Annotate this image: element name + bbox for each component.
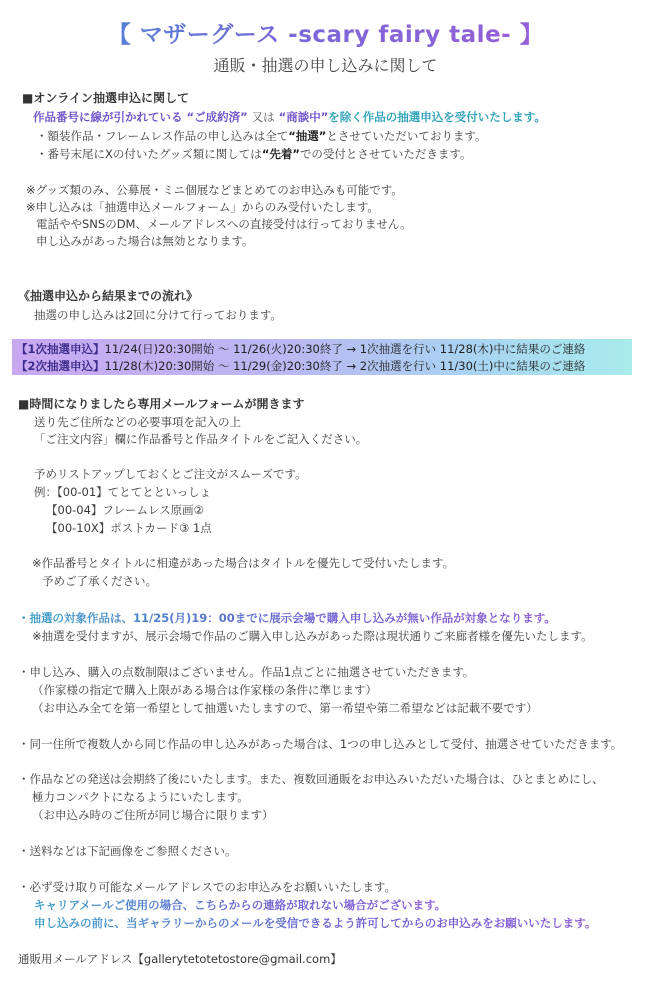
flow-intro: 抽選の申し込みは2回に分けて行っております。 — [34, 308, 282, 322]
form-heading: ■時間になりましたら専用メールフォームが開きます — [18, 397, 305, 411]
rule-same-address: ・同一住所で複数人から同じ作品の申し込みがあった場合は、1つの申し込みとして受付、抽選させていただきます。 — [18, 737, 623, 751]
bullet2-key: “先着” — [261, 147, 300, 161]
rule-limit-note-2: （お申込み全てを第一希望として抽選いたしますので、第一希望や第二希望などは記載不要です） — [32, 701, 538, 715]
page-subtitle: 通販・抽選の申し込みに関して — [213, 56, 438, 75]
notice-nego: “商談中” — [278, 110, 329, 124]
notice-sold: “ご成約済” — [186, 110, 248, 124]
rule-shipping-fee: ・送料などは下記画像をご参照ください。 — [18, 844, 237, 858]
form-line-1: 送り先ご住所などの必要事項を記入の上 — [34, 415, 241, 429]
round1-text: 11/24(日)20:30開始 ～ 11/26(火)20:30終了 → 1次抽選を行い 11/28(木)中に結果のご連絡 — [104, 342, 586, 356]
bullet2-suffix: での受付とさせていただきます。 — [299, 147, 472, 161]
notice-mid: 又は — [251, 110, 275, 124]
round2-tag: 【2次抽選申込】 — [16, 359, 105, 373]
form-example-2: 【00-04】フレームレス原画② — [46, 503, 204, 517]
rule-mail-3: 申し込みの前に、当ギャラリーからのメールを受信できるよう許可してからのお申込みをお願いいたします。 — [34, 916, 597, 930]
schedule-round-1 — [16, 342, 628, 356]
rule-mail-1: ・必ず受け取り可能なメールアドレスでのお申込みをお願いいたします。 — [18, 880, 397, 894]
form-line-3: 予めリストアップしておくとご注文がスムーズです。 — [34, 467, 307, 481]
store-email: 通販用メールアドレス【gallerytetotetostore@gmail.com】 — [18, 952, 342, 966]
notice-prefix: 作品番号に線が引かれている — [33, 110, 183, 124]
round2-text: 11/28(木)20:30開始 ～ 11/29(金)20:30終了 → 2次抽選を行い 11/30(土)中に結果のご連絡 — [104, 359, 586, 373]
form-note-1: ※作品番号とタイトルに相違があった場合はタイトルを優先して受付いたします。 — [32, 556, 455, 570]
rule-shipping-2: 極力コンパクトになるようにいたします。 — [32, 790, 249, 804]
bullet1-key: “抽選” — [288, 129, 327, 143]
online-bullet-1 — [36, 129, 486, 143]
form-example-1: 例：【00-01】てとてとといっしょ — [34, 485, 212, 499]
online-note-3: 電話ややSNSのDM、メールアドレスへの直接受付は行っておりません。 — [36, 217, 412, 231]
bullet2-prefix: ・番号末尾にXの付いたグッズ類に関しては — [36, 147, 262, 161]
online-bullet-2 — [36, 147, 472, 161]
flow-heading: 《抽選申込から結果までの流れ》 — [18, 289, 199, 303]
online-note-1: ※グッズ類のみ、公募展・ミニ個展などまとめてのお申込みも可能です。 — [26, 183, 403, 197]
rule-target-note: ※抽選を受付ますが、展示会場で作品のご購入申し込みがあった際は現状通りご来廊者様を優先いたします。 — [32, 629, 593, 643]
rule-limit: ・申し込み、購入の点数制限はございません。作品1点ごとに抽選させていただきます。 — [18, 665, 475, 679]
schedule-round-2 — [16, 359, 628, 373]
online-note-4: 申し込みがあった場合は無効となります。 — [36, 234, 254, 248]
form-note-2: 予めご了承ください。 — [42, 574, 157, 588]
bullet1-suffix: とさせていただいております。 — [326, 129, 487, 143]
online-heading: ■オンライン抽選申込に関して — [22, 91, 189, 105]
form-example-3: 【00-10X】ポストカード③ 1点 — [46, 521, 212, 535]
notice-suffix: を除く作品の抽選申込を受付いたします。 — [328, 110, 546, 124]
rule-mail-2: キャリアメールご使用の場合、こちらからの連絡が取れない場合がございます。 — [34, 898, 447, 912]
rule-target: ・抽選の対象作品は、11/25(月)19：00までに展示会場で購入申し込みが無い作品が対象となります。 — [18, 611, 556, 625]
rule-shipping-3: （お申込み時のご住所が同じ場合に限ります） — [32, 808, 274, 822]
rule-shipping-1: ・作品などの発送は会期終了後にいたします。また、複数回通販をお申込みいただいた場合は、ひとまとめにし、 — [18, 772, 604, 786]
online-note-2: ※申し込みは「抽選申込メールフォーム」からのみ受付いたします。 — [26, 200, 379, 214]
online-notice — [33, 110, 546, 124]
rule-limit-note-1: （作家様の指定で購入上限がある場合は作家様の条件に準じます） — [32, 683, 377, 697]
round1-tag: 【1次抽選申込】 — [16, 342, 105, 356]
page-title: 【 マザーグース -scary fairy tale- 】 — [0, 16, 651, 49]
form-line-2: 「ご注文内容」欄に作品番号と作品タイトルをご記入ください。 — [34, 432, 368, 446]
bullet1-prefix: ・額装作品・フレームレス作品の申し込みは全て — [36, 129, 289, 143]
